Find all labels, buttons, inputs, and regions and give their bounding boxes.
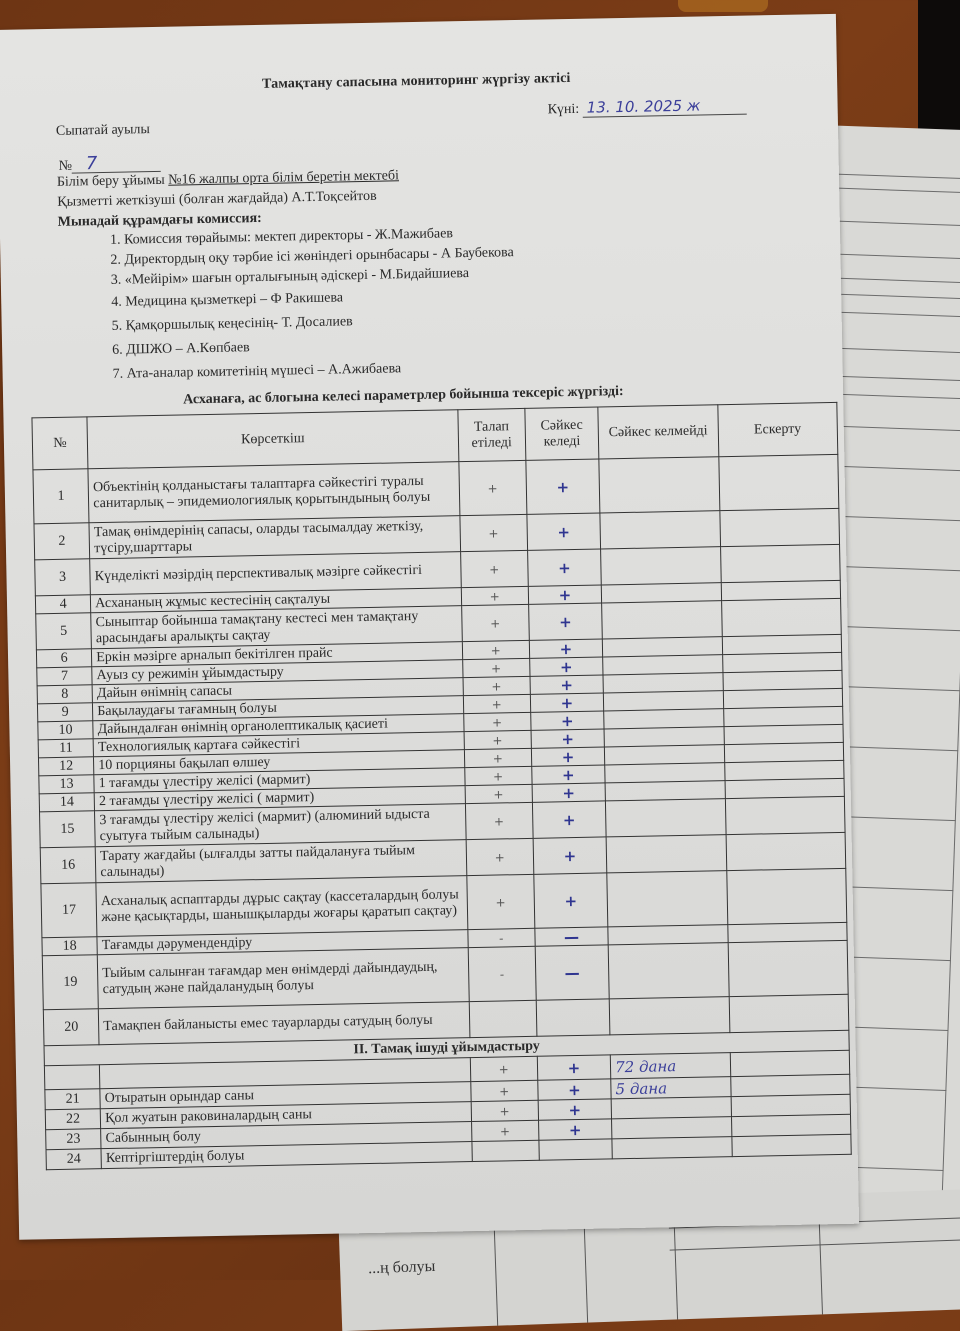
row-indicator: Бақылаудағы тағамның болуы bbox=[93, 696, 464, 721]
row-indicator: Технологиялық картаға сәйкестігі bbox=[93, 732, 464, 757]
commission-member: 5. Қамқоршылық кеңесінің- Т. Досалиев bbox=[111, 314, 353, 334]
inspection-table bbox=[31, 402, 851, 1170]
row-compliant-mark bbox=[536, 999, 610, 1036]
row-required-mark: + bbox=[471, 1120, 539, 1141]
header-noncompliant: Сәйкес келмейді bbox=[598, 405, 718, 459]
row-indicator: Объектінің қолданыстағы талаптарға сәйкестігі туралы санитарлық – эпидемиологиялық қорытындының болуы bbox=[88, 462, 459, 523]
row-note-cell bbox=[722, 634, 842, 654]
row-compliant-mark: + bbox=[531, 747, 605, 766]
row-noncompliant-cell bbox=[604, 727, 724, 747]
row-number bbox=[44, 1065, 100, 1090]
row-noncompliant-cell bbox=[601, 583, 721, 603]
row-compliant-mark: + bbox=[538, 1079, 612, 1100]
row-noncompliant-cell bbox=[604, 709, 724, 729]
row-number: 2 bbox=[34, 523, 90, 560]
row-note-cell bbox=[724, 742, 844, 762]
row-note-cell bbox=[725, 778, 845, 798]
commission-member: 3. «Мейірім» шағын орталығының әдіскері - М.Бидайшиева bbox=[110, 265, 470, 288]
row-note-cell bbox=[718, 454, 838, 510]
row-required-mark: + bbox=[466, 874, 534, 929]
row-note-cell bbox=[726, 832, 846, 870]
row-required-mark: + bbox=[461, 604, 529, 641]
row-noncompliant-cell bbox=[604, 745, 724, 765]
row-compliant-mark: + bbox=[527, 513, 601, 550]
row-required-mark: + bbox=[459, 514, 527, 551]
row-required-mark: + bbox=[465, 784, 533, 803]
commission-member: 6. ДШЖО – А.Көпбаев bbox=[112, 340, 250, 358]
act-number-label: № bbox=[58, 158, 73, 174]
row-noncompliant-cell bbox=[600, 511, 720, 549]
row-indicator: Еркін мәзірге арналып бекітілген прайс bbox=[92, 642, 463, 667]
row-noncompliant-cell bbox=[607, 871, 727, 927]
commission-member: 2. Директордың оқу тәрбие ісі жөніндегі орынбасары - А Баубекова bbox=[110, 245, 514, 268]
row-indicator: Кептіргіштердің болуы bbox=[101, 1142, 472, 1169]
row-indicator: Дайын өнімнің сапасы bbox=[92, 678, 463, 703]
row-number: 20 bbox=[43, 1009, 99, 1046]
row-note-cell bbox=[731, 1134, 851, 1156]
row-compliant-mark: + bbox=[526, 459, 600, 514]
row-note-cell bbox=[731, 1114, 851, 1136]
header-num: № bbox=[32, 417, 88, 470]
row-noncompliant-cell bbox=[611, 1097, 731, 1119]
header-compliant: Сәйкес келеді bbox=[525, 407, 599, 460]
row-required-mark: + bbox=[470, 1056, 538, 1081]
date-label: Күні: bbox=[547, 101, 580, 118]
row-note-cell bbox=[727, 922, 847, 942]
organization-value: №16 жалпы орта білім беретін мектебі bbox=[168, 168, 400, 188]
row-compliant-mark: + bbox=[538, 1099, 612, 1120]
row-compliant-mark: + bbox=[532, 765, 606, 784]
row-note-cell bbox=[723, 670, 843, 690]
row-required-mark: + bbox=[463, 676, 531, 695]
row-note-cell bbox=[725, 796, 845, 834]
row-compliant-mark: + bbox=[530, 675, 604, 694]
row-number: 5 bbox=[36, 613, 92, 650]
row-noncompliant-cell: 5 дана bbox=[611, 1077, 731, 1099]
row-compliant-mark: + bbox=[538, 1119, 612, 1140]
row-noncompliant-cell bbox=[612, 1117, 732, 1139]
commission-member: 4. Медицина қызметкері – Ф Ракишева bbox=[111, 290, 344, 310]
row-required-mark: + bbox=[463, 712, 531, 731]
document-title: Тамақтану сапасына мониторинг жүргізу актісі bbox=[261, 70, 571, 92]
row-required-mark bbox=[469, 1000, 537, 1037]
row-indicator: Тамақпен байланысты емес тауарларды сатудың болуы bbox=[99, 1002, 470, 1045]
row-note-cell bbox=[721, 598, 841, 636]
row-compliant-mark: — bbox=[535, 945, 609, 1000]
row-number: 21 bbox=[45, 1089, 101, 1110]
row-required-mark: + bbox=[462, 658, 530, 677]
row-number: 17 bbox=[41, 883, 97, 938]
row-note-cell bbox=[719, 508, 839, 546]
act-number-field bbox=[58, 155, 161, 175]
row-compliant-mark: + bbox=[529, 639, 603, 658]
commission-members-list bbox=[110, 223, 516, 385]
row-number: 18 bbox=[42, 937, 98, 956]
row-required-mark: + bbox=[465, 802, 533, 839]
row-number: 13 bbox=[39, 775, 95, 794]
supplier-line: Қызметті жеткізуші (болған жағдайда) А.Т.Тоқсейтов bbox=[57, 188, 377, 210]
row-required-mark: + bbox=[460, 550, 528, 587]
row-indicator: Күнделікті мәзірдің перспективалық мәзірге сәйкестігі bbox=[90, 552, 461, 595]
row-indicator: Тамақ өнімдерінің сапасы, оларды тасымалдау жеткізу, түсіру,шарттары bbox=[89, 516, 460, 559]
row-compliant-mark: + bbox=[527, 549, 601, 586]
row-noncompliant-cell bbox=[609, 997, 729, 1035]
row-noncompliant-cell bbox=[606, 835, 726, 873]
row-noncompliant-cell bbox=[608, 943, 728, 999]
row-note-cell bbox=[728, 940, 848, 996]
row-compliant-mark: + bbox=[534, 873, 608, 928]
row-compliant-mark: + bbox=[532, 783, 606, 802]
row-note-cell bbox=[721, 580, 841, 600]
village-name: Сыпатай ауылы bbox=[55, 122, 150, 139]
commission-heading: Мынадай құрамдағы комиссия: bbox=[57, 210, 262, 230]
row-indicator: 1 тағамды үлестіру желісі (мармит) bbox=[94, 768, 465, 793]
row-number: 12 bbox=[38, 757, 94, 776]
row-note-cell bbox=[729, 994, 849, 1032]
inspection-heading: Асханаға, ас блогына келесі параметрлер бойынша тексеріс жүргізді: bbox=[182, 384, 624, 408]
dark-background-corner bbox=[918, 0, 960, 150]
row-note-cell bbox=[731, 1094, 851, 1116]
row-indicator: 3 тағамды үлестіру желісі (мармит) (алюминий ыдыста суытуға тыйым салынады) bbox=[95, 804, 466, 847]
row-required-mark: + bbox=[462, 640, 530, 659]
row-number: 24 bbox=[46, 1149, 102, 1170]
row-noncompliant-cell bbox=[605, 781, 725, 801]
row-compliant-mark: — bbox=[535, 927, 609, 946]
document-page bbox=[0, 14, 859, 1240]
row-indicator: 10 порцияны бақылап өлшеу bbox=[94, 750, 465, 775]
row-number: 14 bbox=[39, 793, 95, 812]
row-number: 3 bbox=[35, 559, 91, 596]
row-indicator: Асханалық аспаптарды дұрыс сақтау (кассеталардың болуы және қасықтарды, шанышқыларды жоғары қаратып сақтау) bbox=[96, 876, 467, 937]
row-number: 11 bbox=[38, 739, 94, 758]
row-noncompliant-cell bbox=[603, 691, 723, 711]
row-indicator: Тарату жағдайы (ылғалды затты пайдалануға тыйым салынады) bbox=[95, 840, 466, 883]
row-compliant-mark bbox=[539, 1139, 613, 1160]
row-indicator: Тыйым салынған тағамдар мен өнімдерді дайындаудың, сатудың және пайдаланудың болуы bbox=[97, 948, 468, 1009]
row-indicator: Дайындалған өнімнің органолептикалық қасиеті bbox=[93, 714, 464, 739]
row-required-mark: + bbox=[470, 1080, 538, 1101]
row-noncompliant-cell bbox=[612, 1137, 732, 1159]
row-number: 4 bbox=[35, 595, 91, 614]
row-noncompliant-cell bbox=[599, 457, 719, 513]
row-note-cell bbox=[730, 1074, 850, 1096]
header-required: Талап етіледі bbox=[457, 408, 525, 461]
row-required-mark: - bbox=[467, 928, 535, 947]
row-note-cell bbox=[726, 868, 846, 924]
row-indicator: Асхананың жұмыс кестесінің сақталуы bbox=[91, 588, 462, 613]
row-compliant-mark: + bbox=[537, 1055, 611, 1080]
commission-member: 7. Ата-аналар комитетінің мүшесі – А.Ажибаева bbox=[112, 361, 402, 382]
row-required-mark bbox=[472, 1140, 540, 1161]
row-noncompliant-cell bbox=[605, 763, 725, 783]
row-indicator: 2 тағамды үлестіру желісі ( мармит) bbox=[94, 786, 465, 811]
row-required-mark: - bbox=[468, 946, 536, 1001]
row-compliant-mark: + bbox=[528, 585, 602, 604]
row-noncompliant-cell bbox=[603, 673, 723, 693]
row-note-cell bbox=[724, 760, 844, 780]
row-compliant-mark: + bbox=[530, 693, 604, 712]
row-number: 7 bbox=[37, 667, 93, 686]
wooden-desk-edge bbox=[678, 0, 768, 12]
date-value-handwritten: 13. 10. 2025 ж bbox=[583, 96, 747, 118]
header-indicator: Көрсеткіш bbox=[87, 410, 458, 469]
row-noncompliant-cell bbox=[603, 655, 723, 675]
date-field bbox=[547, 96, 746, 119]
row-number: 15 bbox=[40, 811, 96, 848]
row-required-mark: + bbox=[463, 694, 531, 713]
row-note-cell bbox=[730, 1050, 850, 1076]
row-number: 6 bbox=[36, 649, 92, 668]
row-number: 8 bbox=[37, 685, 93, 704]
row-noncompliant-cell bbox=[602, 601, 722, 639]
row-indicator: Тағамды дәрумендендіру bbox=[97, 930, 468, 955]
row-required-mark: + bbox=[458, 460, 526, 515]
row-compliant-mark: + bbox=[531, 729, 605, 748]
row-number: 9 bbox=[37, 703, 93, 722]
row-noncompliant-cell bbox=[606, 799, 726, 837]
commission-member: 1. Комиссия төрайымы: мектеп директоры - Ж.Мажибаев bbox=[109, 226, 454, 248]
row-number: 10 bbox=[38, 721, 94, 740]
row-note-cell bbox=[724, 724, 844, 744]
row-number: 22 bbox=[45, 1109, 101, 1130]
row-compliant-mark: + bbox=[532, 801, 606, 838]
row-noncompliant-cell bbox=[602, 637, 722, 657]
row-indicator: Қол жуатын раковиналардың саны bbox=[100, 1102, 471, 1129]
row-indicator: Ауыз су режимін ұйымдастыру bbox=[92, 660, 463, 685]
row-compliant-mark: + bbox=[529, 657, 603, 676]
row-number: 19 bbox=[42, 955, 98, 1010]
row-note-cell bbox=[720, 544, 840, 582]
section2-title: ІІ. Тамақ ішуді ұйымдастыру bbox=[44, 1030, 849, 1065]
row-required-mark: + bbox=[464, 730, 532, 749]
row-required-mark: + bbox=[464, 766, 532, 785]
row-noncompliant-cell bbox=[608, 925, 728, 945]
row-number: 16 bbox=[40, 847, 96, 884]
row-required-mark: + bbox=[464, 748, 532, 767]
row-note-cell bbox=[723, 706, 843, 726]
row-required-mark: + bbox=[461, 586, 529, 605]
header-note: Ескерту bbox=[717, 402, 837, 456]
row-compliant-mark: + bbox=[531, 711, 605, 730]
row-noncompliant-cell: 72 дана bbox=[610, 1053, 730, 1079]
row-required-mark: + bbox=[471, 1100, 539, 1121]
row-note-cell bbox=[723, 688, 843, 708]
underlying-sheet-text: ...ң болуы bbox=[367, 1257, 436, 1278]
row-note-cell bbox=[722, 652, 842, 672]
row-number: 1 bbox=[33, 469, 89, 524]
row-compliant-mark: + bbox=[528, 603, 602, 640]
row-indicator: Сыныптар бойынша тамақтану кестесі мен тамақтану арасындағы аралықты сақтау bbox=[91, 606, 462, 649]
row-indicator: Сабынның болу bbox=[101, 1122, 472, 1149]
row-noncompliant-cell bbox=[601, 547, 721, 585]
row-compliant-mark: + bbox=[533, 837, 607, 874]
row-required-mark: + bbox=[466, 838, 534, 875]
row-number: 23 bbox=[46, 1129, 102, 1150]
act-number-handwritten: 7 bbox=[72, 155, 161, 174]
organization-label: Білім беру ұйымы bbox=[56, 172, 165, 190]
row-indicator: Отыратын орындар саны bbox=[100, 1082, 471, 1109]
